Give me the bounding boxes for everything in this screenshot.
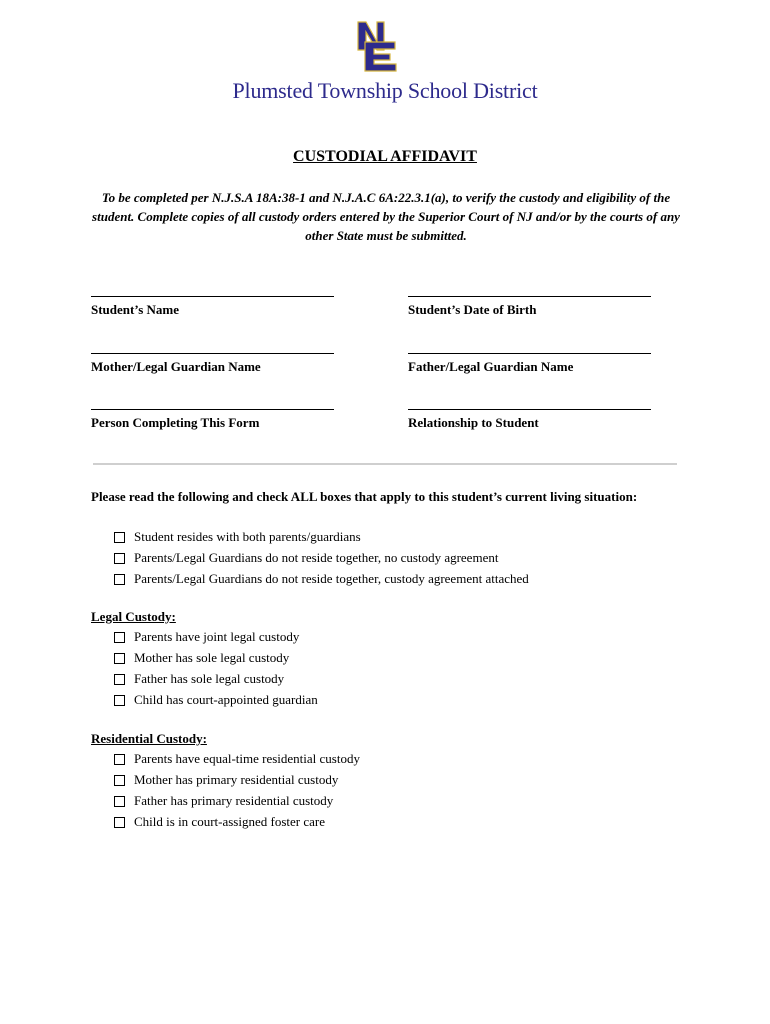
checkbox[interactable] — [114, 817, 125, 828]
option-label: Parents/Legal Guardians do not reside together, custody agreement attached — [134, 571, 529, 586]
checkbox[interactable] — [114, 532, 125, 543]
option-label: Parents/Legal Guardians do not reside together, no custody agreement — [134, 550, 499, 565]
student-name-label: Student’s Name — [91, 302, 179, 317]
option-label: Father has sole legal custody — [134, 671, 285, 686]
checkbox[interactable] — [114, 653, 125, 664]
residential-custody-option[interactable] — [114, 814, 325, 830]
checkbox[interactable] — [114, 775, 125, 786]
checkbox[interactable] — [114, 553, 125, 564]
checkbox[interactable] — [114, 754, 125, 765]
father-name-line[interactable] — [408, 353, 651, 354]
residential-custody-heading: Residential Custody: — [91, 731, 207, 746]
district-logo — [355, 20, 399, 72]
option-label: Mother has sole legal custody — [134, 650, 290, 665]
mother-name-label: Mother/Legal Guardian Name — [91, 359, 261, 374]
residential-custody-option[interactable] — [114, 793, 333, 809]
residential-custody-option[interactable] — [114, 772, 338, 788]
option-label: Parents have equal-time residential custody — [134, 751, 360, 766]
legal-custody-option[interactable] — [114, 692, 318, 708]
district-logo-mark — [355, 20, 399, 72]
living-option[interactable] — [114, 571, 529, 587]
legal-custody-heading: Legal Custody: — [91, 609, 176, 624]
option-label: Mother has primary residential custody — [134, 772, 339, 787]
option-label: Child has court-appointed guardian — [134, 692, 318, 707]
instruction-text: Please read the following and check ALL boxes that apply to this student’s current living situation: — [91, 489, 638, 504]
section-divider — [93, 463, 677, 465]
father-name-label: Father/Legal Guardian Name — [408, 359, 574, 374]
student-name-line[interactable] — [91, 296, 334, 297]
residential-custody-option[interactable] — [114, 751, 360, 767]
checkbox[interactable] — [114, 574, 125, 585]
legal-custody-option[interactable] — [114, 671, 284, 687]
option-label: Student resides with both parents/guardians — [134, 529, 361, 544]
district-name: Plumsted Township School District — [232, 78, 538, 103]
living-option[interactable] — [114, 529, 361, 545]
legal-custody-option[interactable] — [114, 629, 299, 645]
relationship-label: Relationship to Student — [408, 415, 539, 430]
checkbox[interactable] — [114, 695, 125, 706]
checkbox[interactable] — [114, 674, 125, 685]
option-label: Parents have joint legal custody — [134, 629, 300, 644]
option-label: Father has primary residential custody — [134, 793, 334, 808]
checkbox[interactable] — [114, 796, 125, 807]
mother-name-line[interactable] — [91, 353, 334, 354]
student-dob-label: Student’s Date of Birth — [408, 302, 537, 317]
student-dob-line[interactable] — [408, 296, 651, 297]
person-completing-label: Person Completing This Form — [91, 415, 260, 430]
relationship-line[interactable] — [408, 409, 651, 410]
legal-custody-option[interactable] — [114, 650, 289, 666]
person-completing-line[interactable] — [91, 409, 334, 410]
form-title: CUSTODIAL AFFIDAVIT — [293, 148, 477, 165]
option-label: Child is in court-assigned foster care — [134, 814, 325, 829]
form-intro: To be completed per N.J.S.A 18A:38-1 and N.J.A.C 6A:22.3.1(a), to verify the custody and eligibility of the student. Complete copies of all custody orders entered by the Superior Court of NJ and/or by the courts of any other State must be submitted. — [92, 190, 680, 243]
checkbox[interactable] — [114, 632, 125, 643]
living-option[interactable] — [114, 550, 498, 566]
